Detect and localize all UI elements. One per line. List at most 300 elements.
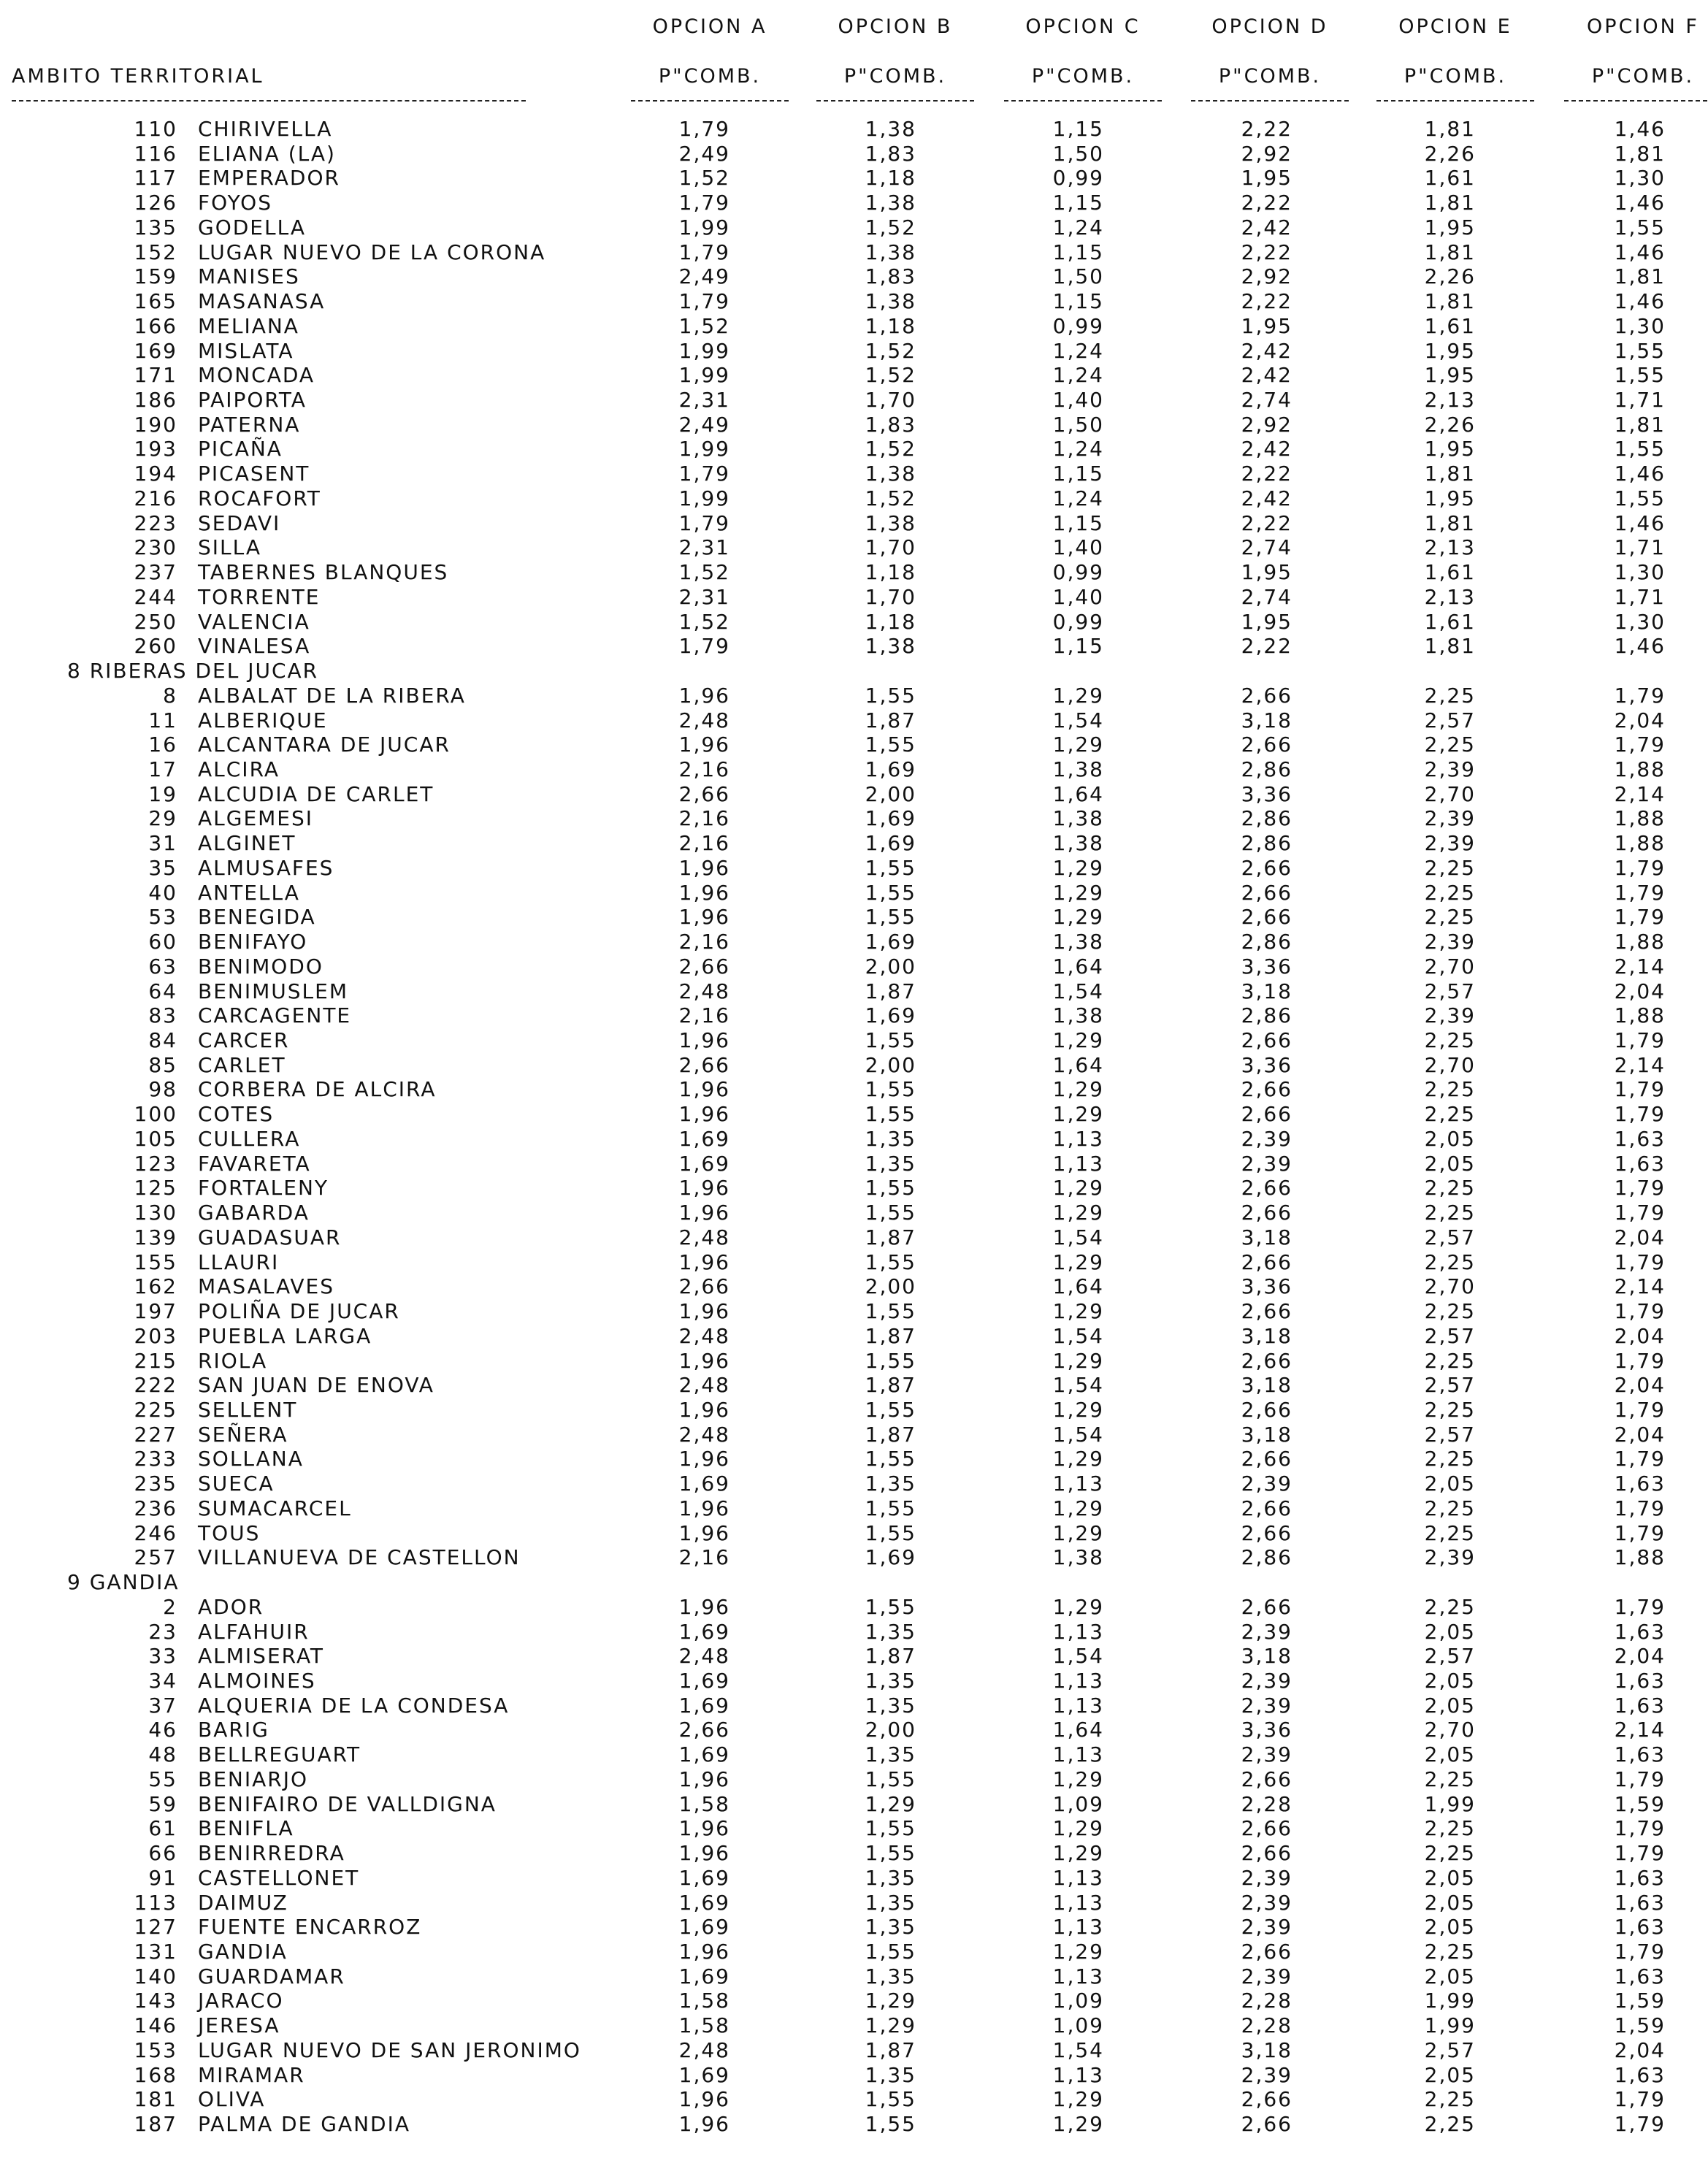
value-cell-c: 1,29: [1052, 1249, 1104, 1274]
municipality-name: BENEGIDA: [198, 905, 316, 930]
value-cell-c: 1,54: [1052, 708, 1104, 732]
value-cell-b: 1,87: [865, 1323, 916, 1348]
value-cell-f: 1,46: [1614, 462, 1666, 486]
value-cell-b: 1,52: [865, 486, 916, 510]
value-cell-c: 1,15: [1052, 289, 1104, 314]
value-cell-e: 2,13: [1424, 388, 1476, 413]
value-cell-d: 2,22: [1241, 634, 1293, 659]
value-cell-d: 3,36: [1241, 1274, 1293, 1299]
value-cell-f: 1,55: [1614, 215, 1666, 240]
value-cell-a: 1,96: [678, 855, 730, 880]
value-cell-c: 1,64: [1052, 1718, 1104, 1742]
municipality-name: LLAURI: [198, 1249, 280, 1274]
municipality-code: 31: [148, 831, 177, 856]
value-cell-f: 1,55: [1614, 363, 1666, 388]
value-cell-a: 1,96: [678, 1028, 730, 1052]
municipality-code: 139: [134, 1225, 177, 1249]
value-cell-a: 1,52: [678, 166, 730, 191]
municipality-name: CORBERA DE ALCIRA: [198, 1077, 437, 1102]
value-cell-e: 2,70: [1424, 1052, 1476, 1077]
municipality-code: 168: [134, 2062, 177, 2087]
municipality-code: 35: [148, 855, 177, 880]
municipality-code: 169: [134, 338, 177, 363]
value-cell-d: 2,86: [1241, 757, 1293, 781]
municipality-code: 181: [134, 2087, 177, 2112]
value-cell-f: 1,79: [1614, 2087, 1666, 2112]
value-cell-b: 1,18: [865, 313, 916, 338]
value-cell-b: 1,55: [865, 1940, 916, 1964]
municipality-code: 23: [148, 1619, 177, 1644]
municipality-name: MASANASA: [198, 289, 326, 314]
value-cell-e: 1,81: [1424, 634, 1476, 659]
option-header-e: OPCION E: [1398, 15, 1512, 38]
value-cell-a: 1,79: [678, 510, 730, 535]
value-cell-d: 2,66: [1241, 1841, 1293, 1866]
value-cell-b: 1,55: [865, 1348, 916, 1373]
value-cell-a: 1,96: [678, 683, 730, 708]
value-cell-c: 1,38: [1052, 930, 1104, 954]
value-cell-f: 1,63: [1614, 1151, 1666, 1176]
value-cell-e: 2,05: [1424, 1126, 1476, 1151]
municipality-name: ALBALAT DE LA RIBERA: [198, 683, 466, 708]
value-cell-e: 2,05: [1424, 1151, 1476, 1176]
municipality-name: ALCANTARA DE JUCAR: [198, 732, 451, 757]
municipality-code: 11: [148, 708, 177, 732]
value-cell-c: 0,99: [1052, 609, 1104, 634]
value-cell-f: 2,04: [1614, 1644, 1666, 1669]
value-cell-b: 1,55: [865, 905, 916, 930]
value-cell-f: 1,81: [1614, 141, 1666, 166]
header-underline: [816, 100, 974, 102]
value-cell-e: 2,26: [1424, 141, 1476, 166]
value-cell-c: 1,38: [1052, 1003, 1104, 1028]
value-cell-e: 2,05: [1424, 1915, 1476, 1940]
municipality-code: 190: [134, 412, 177, 437]
value-cell-f: 1,63: [1614, 2062, 1666, 2087]
municipality-name: BENIFAIRO DE VALLDIGNA: [198, 1791, 497, 1816]
value-cell-e: 2,70: [1424, 954, 1476, 979]
value-cell-a: 1,69: [678, 1151, 730, 1176]
value-cell-a: 2,48: [678, 1225, 730, 1249]
value-cell-b: 1,55: [865, 1496, 916, 1520]
value-cell-c: 1,15: [1052, 191, 1104, 215]
value-cell-f: 2,04: [1614, 1225, 1666, 1249]
value-cell-f: 1,79: [1614, 905, 1666, 930]
municipality-name: BELLREGUART: [198, 1742, 361, 1767]
value-cell-b: 1,87: [865, 1422, 916, 1447]
header-underline: [1564, 100, 1708, 102]
value-cell-b: 1,55: [865, 1594, 916, 1619]
value-cell-f: 1,79: [1614, 1520, 1666, 1545]
municipality-name: POLIÑA DE JUCAR: [198, 1299, 400, 1324]
value-cell-b: 2,00: [865, 1274, 916, 1299]
value-cell-b: 1,55: [865, 1249, 916, 1274]
value-cell-d: 2,66: [1241, 2087, 1293, 2112]
value-cell-e: 1,95: [1424, 486, 1476, 510]
value-cell-c: 1,40: [1052, 388, 1104, 413]
value-cell-f: 1,79: [1614, 1201, 1666, 1225]
value-cell-f: 1,71: [1614, 388, 1666, 413]
municipality-name: CARLET: [198, 1052, 286, 1077]
municipality-code: 127: [134, 1915, 177, 1940]
value-cell-f: 2,04: [1614, 1323, 1666, 1348]
value-cell-d: 2,92: [1241, 141, 1293, 166]
municipality-code: 159: [134, 264, 177, 289]
value-cell-b: 1,87: [865, 1373, 916, 1398]
value-cell-e: 1,99: [1424, 2013, 1476, 2038]
pcomb-subheader: P"COMB.: [1591, 65, 1695, 88]
municipality-code: 100: [134, 1102, 177, 1127]
value-cell-c: 1,29: [1052, 1299, 1104, 1324]
value-cell-a: 2,66: [678, 1052, 730, 1077]
value-cell-a: 1,99: [678, 363, 730, 388]
value-cell-f: 1,30: [1614, 609, 1666, 634]
value-cell-c: 1,15: [1052, 240, 1104, 264]
value-cell-c: 1,50: [1052, 264, 1104, 289]
value-cell-a: 2,16: [678, 1003, 730, 1028]
municipality-name: GODELLA: [198, 215, 306, 240]
group-heading: 8 RIBERAS DEL JUCAR: [67, 659, 319, 684]
municipality-name: CARCAGENTE: [198, 1003, 352, 1028]
value-cell-d: 2,39: [1241, 2062, 1293, 2087]
value-cell-e: 2,39: [1424, 757, 1476, 781]
municipality-code: 194: [134, 462, 177, 486]
value-cell-b: 1,55: [865, 1102, 916, 1127]
value-cell-b: 1,55: [865, 1397, 916, 1422]
option-header-c: OPCION C: [1025, 15, 1141, 38]
value-cell-e: 2,39: [1424, 1003, 1476, 1028]
value-cell-e: 2,13: [1424, 584, 1476, 609]
municipality-code: 143: [134, 1989, 177, 2013]
value-cell-b: 1,70: [865, 388, 916, 413]
value-cell-f: 1,71: [1614, 535, 1666, 560]
value-cell-a: 2,48: [678, 1373, 730, 1398]
value-cell-f: 1,79: [1614, 1102, 1666, 1127]
value-cell-c: 1,54: [1052, 1644, 1104, 1669]
value-cell-f: 1,59: [1614, 1989, 1666, 2013]
value-cell-b: 1,55: [865, 1077, 916, 1102]
municipality-name: ALMUSAFES: [198, 855, 334, 880]
value-cell-e: 1,81: [1424, 462, 1476, 486]
value-cell-e: 2,25: [1424, 1496, 1476, 1520]
value-cell-a: 2,16: [678, 930, 730, 954]
value-cell-a: 2,48: [678, 708, 730, 732]
municipality-code: 63: [148, 954, 177, 979]
value-cell-e: 2,05: [1424, 1964, 1476, 1989]
value-cell-d: 2,66: [1241, 1496, 1293, 1520]
municipality-code: 16: [148, 732, 177, 757]
municipality-name: BENIRREDRA: [198, 1841, 345, 1866]
value-cell-f: 1,88: [1614, 806, 1666, 831]
value-cell-d: 2,22: [1241, 289, 1293, 314]
value-cell-a: 1,69: [678, 1964, 730, 1989]
value-cell-d: 2,66: [1241, 683, 1293, 708]
value-cell-a: 1,96: [678, 1201, 730, 1225]
value-cell-f: 1,46: [1614, 240, 1666, 264]
header-underline: [1191, 100, 1349, 102]
value-cell-a: 2,16: [678, 806, 730, 831]
value-cell-c: 1,29: [1052, 1176, 1104, 1201]
municipality-code: 61: [148, 1816, 177, 1841]
value-cell-d: 3,36: [1241, 1718, 1293, 1742]
value-cell-c: 1,29: [1052, 1816, 1104, 1841]
pcomb-subheader: P"COMB.: [1403, 65, 1507, 88]
municipality-name: ROCAFORT: [198, 486, 321, 510]
value-cell-e: 1,95: [1424, 363, 1476, 388]
value-cell-c: 1,13: [1052, 1126, 1104, 1151]
value-cell-f: 1,79: [1614, 1447, 1666, 1471]
value-cell-b: 1,55: [865, 880, 916, 905]
value-cell-e: 2,25: [1424, 732, 1476, 757]
municipality-name: PAIPORTA: [198, 388, 307, 413]
value-cell-f: 2,14: [1614, 1052, 1666, 1077]
municipality-name: PICAÑA: [198, 437, 283, 462]
municipality-code: 84: [148, 1028, 177, 1052]
value-cell-c: 1,15: [1052, 462, 1104, 486]
value-cell-d: 2,42: [1241, 363, 1293, 388]
municipality-name: ALCUDIA DE CARLET: [198, 781, 434, 806]
value-cell-b: 1,55: [865, 732, 916, 757]
municipality-name: RIOLA: [198, 1348, 268, 1373]
municipality-code: 155: [134, 1249, 177, 1274]
value-cell-c: 1,13: [1052, 1742, 1104, 1767]
value-cell-b: 1,87: [865, 2037, 916, 2062]
value-cell-c: 1,40: [1052, 535, 1104, 560]
value-cell-a: 1,58: [678, 2013, 730, 2038]
value-cell-f: 1,59: [1614, 1791, 1666, 1816]
municipality-code: 113: [134, 1890, 177, 1915]
value-cell-b: 1,55: [865, 1028, 916, 1052]
value-cell-b: 1,35: [865, 1619, 916, 1644]
value-cell-d: 2,28: [1241, 1989, 1293, 2013]
value-cell-a: 1,96: [678, 1594, 730, 1619]
municipality-name: SEDAVI: [198, 510, 281, 535]
value-cell-d: 2,39: [1241, 1890, 1293, 1915]
municipality-code: 64: [148, 979, 177, 1003]
pcomb-subheader: P"COMB.: [658, 65, 762, 88]
value-cell-e: 2,39: [1424, 806, 1476, 831]
municipality-name: BENIFAYO: [198, 930, 308, 954]
municipality-code: 165: [134, 289, 177, 314]
value-cell-a: 1,96: [678, 1841, 730, 1866]
value-cell-d: 2,42: [1241, 338, 1293, 363]
value-cell-e: 2,25: [1424, 1594, 1476, 1619]
value-cell-d: 2,66: [1241, 1102, 1293, 1127]
value-cell-d: 2,22: [1241, 462, 1293, 486]
municipality-code: 8: [163, 683, 177, 708]
value-cell-f: 1,46: [1614, 510, 1666, 535]
value-cell-c: 1,13: [1052, 1619, 1104, 1644]
value-cell-f: 1,79: [1614, 1397, 1666, 1422]
municipality-name: PICASENT: [198, 462, 310, 486]
value-cell-b: 1,55: [865, 1176, 916, 1201]
value-cell-c: 1,13: [1052, 2062, 1104, 2087]
value-cell-a: 2,66: [678, 781, 730, 806]
municipality-code: 146: [134, 2013, 177, 2038]
value-cell-b: 1,87: [865, 1644, 916, 1669]
value-cell-e: 2,26: [1424, 412, 1476, 437]
value-cell-b: 1,55: [865, 1767, 916, 1791]
value-cell-d: 2,66: [1241, 1077, 1293, 1102]
municipality-code: 55: [148, 1767, 177, 1791]
value-cell-a: 1,69: [678, 1693, 730, 1718]
value-cell-a: 2,16: [678, 1545, 730, 1570]
municipality-name: COTES: [198, 1102, 275, 1127]
value-cell-f: 1,63: [1614, 1890, 1666, 1915]
value-cell-e: 2,70: [1424, 1718, 1476, 1742]
header-underline: [1376, 100, 1534, 102]
value-cell-c: 1,64: [1052, 954, 1104, 979]
value-cell-a: 1,96: [678, 905, 730, 930]
value-cell-a: 1,79: [678, 289, 730, 314]
value-cell-a: 1,96: [678, 732, 730, 757]
value-cell-d: 2,74: [1241, 388, 1293, 413]
value-cell-d: 2,22: [1241, 191, 1293, 215]
value-cell-b: 1,83: [865, 264, 916, 289]
municipality-code: 116: [134, 141, 177, 166]
value-cell-f: 1,79: [1614, 1816, 1666, 1841]
value-cell-d: 2,66: [1241, 1940, 1293, 1964]
value-cell-c: 1,64: [1052, 1052, 1104, 1077]
value-cell-b: 1,35: [865, 1151, 916, 1176]
municipality-code: 152: [134, 240, 177, 264]
value-cell-b: 1,69: [865, 1003, 916, 1028]
municipality-code: 123: [134, 1151, 177, 1176]
value-cell-f: 1,88: [1614, 1003, 1666, 1028]
value-cell-a: 2,49: [678, 141, 730, 166]
value-cell-e: 2,25: [1424, 1348, 1476, 1373]
value-cell-d: 3,18: [1241, 979, 1293, 1003]
value-cell-a: 2,48: [678, 1323, 730, 1348]
value-cell-c: 1,29: [1052, 1028, 1104, 1052]
value-cell-f: 1,55: [1614, 486, 1666, 510]
value-cell-b: 1,83: [865, 412, 916, 437]
value-cell-a: 2,49: [678, 264, 730, 289]
value-cell-e: 1,61: [1424, 560, 1476, 585]
value-cell-d: 2,86: [1241, 1003, 1293, 1028]
value-cell-b: 1,52: [865, 338, 916, 363]
municipality-code: 34: [148, 1668, 177, 1693]
value-cell-f: 1,79: [1614, 1841, 1666, 1866]
value-cell-c: 1,29: [1052, 2087, 1104, 2112]
value-cell-e: 1,61: [1424, 609, 1476, 634]
value-cell-e: 2,25: [1424, 1249, 1476, 1274]
value-cell-f: 1,63: [1614, 1865, 1666, 1890]
municipality-name: FOYOS: [198, 191, 272, 215]
value-cell-a: 1,69: [678, 2062, 730, 2087]
value-cell-b: 1,52: [865, 437, 916, 462]
value-cell-c: 1,29: [1052, 855, 1104, 880]
value-cell-d: 2,66: [1241, 1299, 1293, 1324]
value-cell-a: 1,69: [678, 1126, 730, 1151]
value-cell-a: 1,96: [678, 1299, 730, 1324]
value-cell-a: 2,16: [678, 831, 730, 856]
value-cell-e: 1,81: [1424, 191, 1476, 215]
value-cell-d: 2,39: [1241, 1915, 1293, 1940]
value-cell-e: 1,81: [1424, 117, 1476, 141]
value-cell-c: 1,38: [1052, 831, 1104, 856]
municipality-code: 40: [148, 880, 177, 905]
municipality-name: BENIFLA: [198, 1816, 294, 1841]
value-cell-e: 2,25: [1424, 1102, 1476, 1127]
value-cell-d: 2,39: [1241, 1151, 1293, 1176]
municipality-code: 171: [134, 363, 177, 388]
value-cell-a: 1,96: [678, 1249, 730, 1274]
value-cell-d: 2,66: [1241, 1397, 1293, 1422]
municipality-name: GUADASUAR: [198, 1225, 342, 1249]
value-cell-f: 1,81: [1614, 412, 1666, 437]
value-cell-c: 1,13: [1052, 1915, 1104, 1940]
value-cell-d: 3,18: [1241, 1225, 1293, 1249]
municipality-code: 48: [148, 1742, 177, 1767]
value-cell-d: 2,66: [1241, 1447, 1293, 1471]
municipality-code: 17: [148, 757, 177, 781]
value-cell-d: 2,66: [1241, 1249, 1293, 1274]
value-cell-a: 1,96: [678, 1496, 730, 1520]
value-cell-d: 2,39: [1241, 1126, 1293, 1151]
value-cell-c: 0,99: [1052, 560, 1104, 585]
value-cell-f: 1,71: [1614, 584, 1666, 609]
value-cell-e: 2,57: [1424, 1373, 1476, 1398]
value-cell-a: 1,96: [678, 2087, 730, 2112]
value-cell-b: 1,52: [865, 215, 916, 240]
value-cell-e: 2,05: [1424, 2062, 1476, 2087]
municipality-code: 37: [148, 1693, 177, 1718]
municipality-name: SILLA: [198, 535, 262, 560]
municipality-name: ALBERIQUE: [198, 708, 328, 732]
value-cell-f: 1,79: [1614, 683, 1666, 708]
value-cell-a: 1,69: [678, 1890, 730, 1915]
value-cell-b: 1,83: [865, 141, 916, 166]
value-cell-e: 1,81: [1424, 289, 1476, 314]
value-cell-f: 2,14: [1614, 1274, 1666, 1299]
value-cell-d: 2,39: [1241, 1964, 1293, 1989]
municipality-name: ALGEMESI: [198, 806, 314, 831]
municipality-code: 230: [134, 535, 177, 560]
municipality-code: 197: [134, 1299, 177, 1324]
value-cell-a: 2,66: [678, 954, 730, 979]
value-cell-d: 2,66: [1241, 1201, 1293, 1225]
value-cell-b: 1,55: [865, 1841, 916, 1866]
value-cell-d: 1,95: [1241, 166, 1293, 191]
value-cell-e: 2,25: [1424, 905, 1476, 930]
value-cell-a: 1,69: [678, 1865, 730, 1890]
value-cell-e: 2,57: [1424, 1644, 1476, 1669]
value-cell-b: 1,38: [865, 191, 916, 215]
municipality-name: FAVARETA: [198, 1151, 311, 1176]
value-cell-c: 1,54: [1052, 1422, 1104, 1447]
value-cell-d: 2,22: [1241, 510, 1293, 535]
municipality-code: 235: [134, 1471, 177, 1496]
value-cell-c: 1,09: [1052, 1791, 1104, 1816]
value-cell-c: 1,09: [1052, 1989, 1104, 2013]
municipality-name: SAN JUAN DE ENOVA: [198, 1373, 434, 1398]
value-cell-a: 1,79: [678, 240, 730, 264]
value-cell-c: 1,29: [1052, 2112, 1104, 2137]
value-cell-f: 1,46: [1614, 289, 1666, 314]
municipality-code: 46: [148, 1718, 177, 1742]
municipality-name: TORRENTE: [198, 584, 321, 609]
municipality-name: TABERNES BLANQUES: [198, 560, 449, 585]
value-cell-a: 1,99: [678, 215, 730, 240]
value-cell-b: 1,55: [865, 855, 916, 880]
value-cell-c: 1,09: [1052, 2013, 1104, 2038]
value-cell-c: 1,15: [1052, 634, 1104, 659]
municipality-code: 135: [134, 215, 177, 240]
municipality-name: SOLLANA: [198, 1447, 304, 1471]
value-cell-f: 2,14: [1614, 1718, 1666, 1742]
value-cell-f: 1,63: [1614, 1693, 1666, 1718]
